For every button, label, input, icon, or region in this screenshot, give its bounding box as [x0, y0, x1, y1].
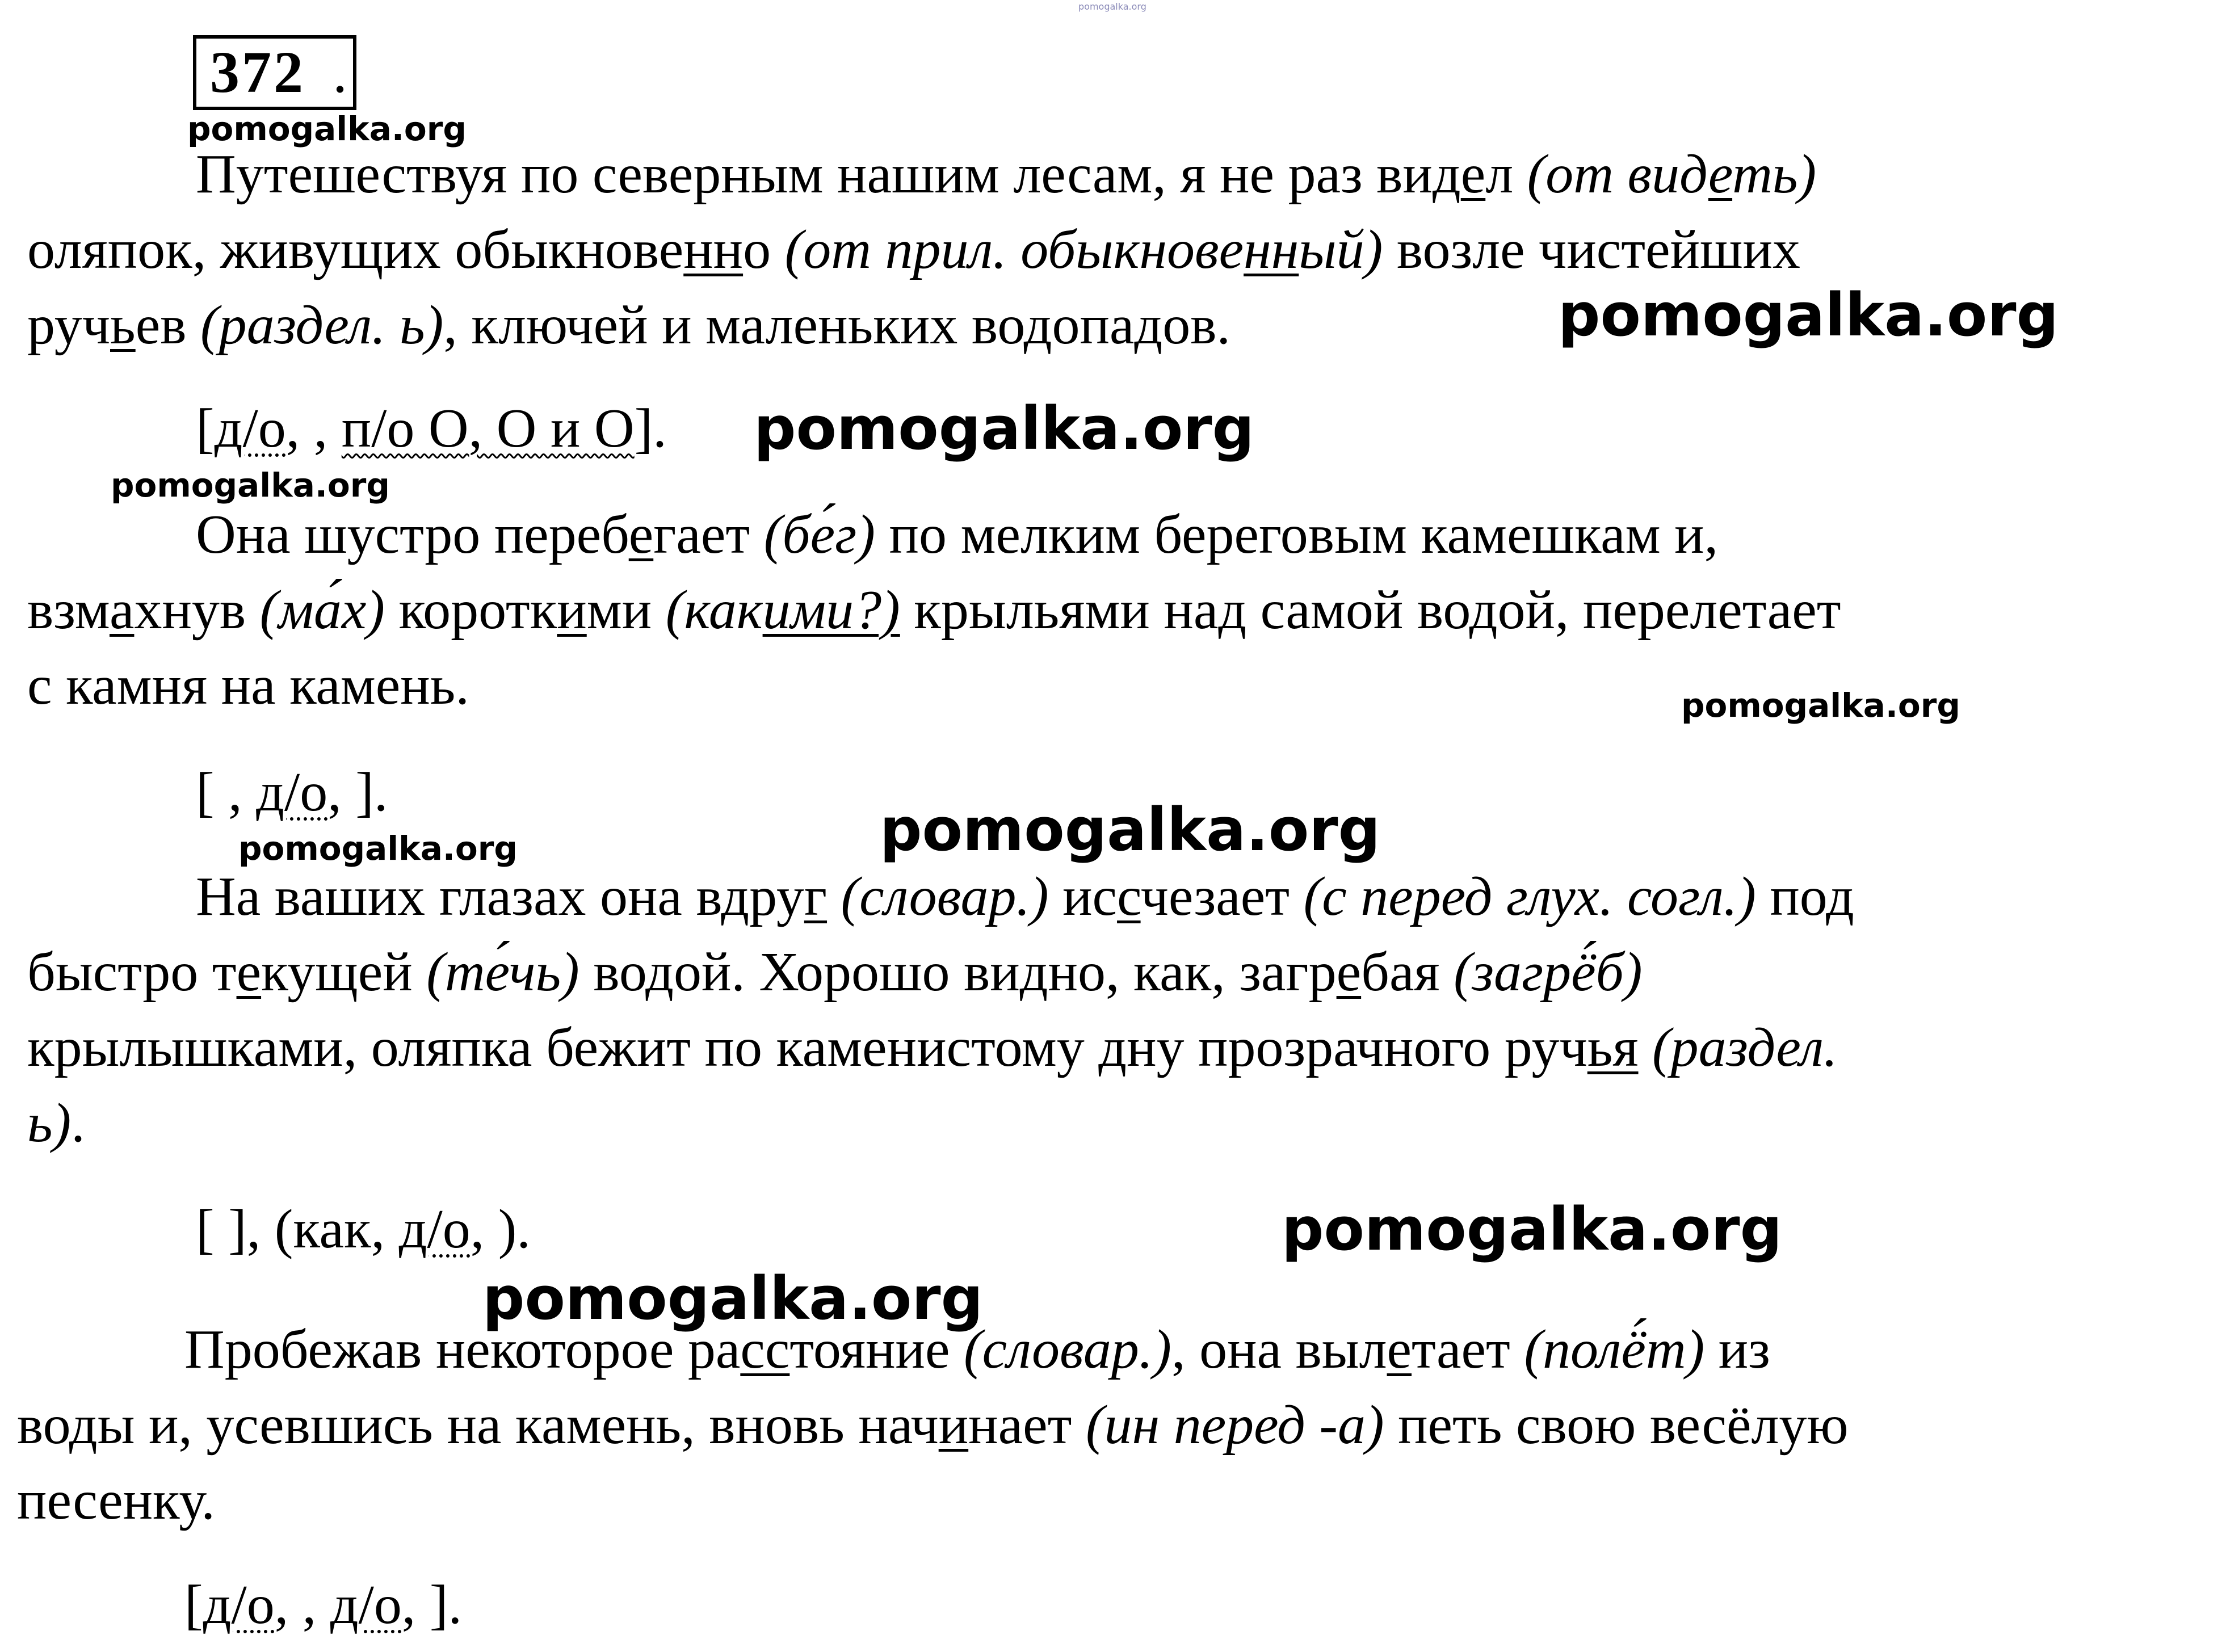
sentence-schema: [ , д/о, ].	[196, 762, 388, 823]
watermark: pomogalka.org	[880, 795, 1381, 864]
text-line: Она шустро перебегает (бе́г) по мелким береговым камешкам и,	[196, 504, 1719, 565]
text-line: оляпок, живущих обыкновенно (от прил. обыкновенный) возле чистейших	[27, 219, 1800, 280]
watermark: pomogalka.org	[111, 466, 390, 505]
text-line: На ваших глазах она вдруг (словар.) иссчезает (с перед глух. согл.) под	[196, 866, 1854, 927]
sentence-schema: [ ], (как, д/о, ).	[196, 1199, 531, 1260]
exercise-number: 372	[210, 40, 305, 105]
watermark: pomogalka.org	[1681, 686, 1960, 725]
watermark: pomogalka.org	[238, 829, 518, 868]
sentence-schema: [д/о, , п/о О, О и О].	[196, 398, 667, 459]
watermark: pomogalka.org	[1558, 280, 2059, 350]
text-line: быстро текущей (те́чь) водой. Хорошо видно, как, загребая (загрё́б)	[27, 941, 1643, 1003]
exercise-number-dot: .	[333, 40, 347, 105]
sentence-schema: [д/о, , д/о, ].	[184, 1574, 462, 1636]
text-line: Путешествуя по северным нашим лесам, я не раз видел (от видеть)	[196, 144, 1817, 205]
text-line: взмахнув (ма́х) короткими (какими?) крыльями над самой водой, перелетает	[27, 579, 1841, 641]
text-line: с камня на камень.	[27, 655, 469, 716]
text-line: крылышками, оляпка бежит по каменистому дну прозрачного ручья (раздел.	[27, 1017, 1838, 1078]
watermark-tiny: pomogalka.org	[1078, 1, 1146, 12]
watermark: pomogalka.org	[754, 394, 1255, 463]
text-line: воды и, усевшись на камень, вновь начинает (ин перед -а) петь свою весёлую	[17, 1394, 1849, 1456]
watermark: pomogalka.org	[482, 1264, 984, 1333]
text-line: ручьев (раздел. ь), ключей и маленьких водопадов.	[27, 295, 1231, 356]
text-line: песенку.	[17, 1470, 215, 1531]
text-line: Пробежав некоторое расстояние (словар.), она вылетает (полё́т) из	[184, 1319, 1770, 1380]
watermark: pomogalka.org	[1282, 1195, 1783, 1264]
text-line: ь).	[27, 1092, 85, 1154]
watermark: pomogalka.org	[187, 110, 467, 148]
